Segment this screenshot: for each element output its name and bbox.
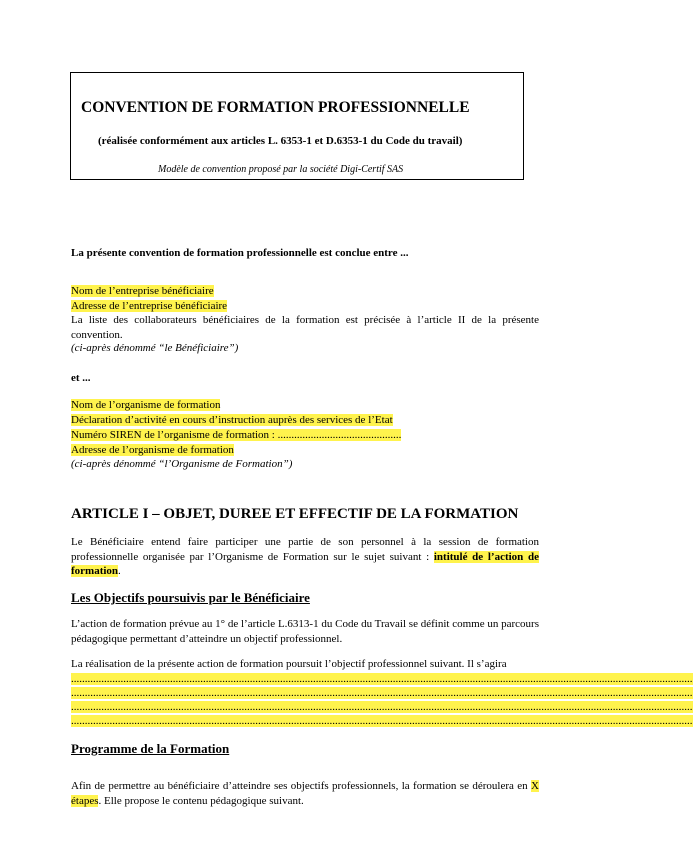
programme-paragraph-text: Afin de permettre au bénéficiaire d’atteindre ses objectifs professionnels, la formation se déroulera en (71, 780, 532, 792)
article-1-paragraph-end: . (118, 565, 121, 577)
objective-line-1 (71, 672, 693, 687)
objective-line-3 (71, 700, 693, 715)
objective-line-4 (71, 714, 693, 729)
organism-name-field: Nom de l’organisme de formation (71, 399, 221, 411)
objective-line-2 (71, 686, 693, 701)
article-1-heading: ARTICLE I – OBJET, DUREE ET EFFECTIF DE LA FORMATION (71, 506, 519, 522)
objective-line-3-field: .................................................................................................................................................................................................................................. (71, 701, 693, 713)
organism-declaration (71, 413, 393, 428)
organism-address-field: Adresse de l’organisme de formation (71, 444, 234, 456)
objectives-paragraph: L’action de formation prévue au 1° de l’article L.6313-1 du Code du Travail se définit comme un parcours pédagogique permettant d’atteindre un objectif professionnel. (71, 618, 539, 645)
realisation-paragraph: La réalisation de la présente action de formation poursuit l’objectif professionnel suivant. Il s’agira (71, 658, 507, 670)
and-text: et ... (71, 372, 91, 384)
programme-heading: Programme de la Formation (71, 741, 230, 756)
beneficiary-name (71, 284, 214, 299)
article-1-paragraph (71, 535, 539, 579)
title-box (70, 72, 524, 180)
objective-line-1-field: .................................................................................................................................................................................................................................. (71, 673, 693, 685)
programme-paragraph (71, 779, 539, 808)
document-title: CONVENTION DE FORMATION PROFESSIONNELLE (81, 99, 470, 116)
organism-declaration-field: Déclaration d’activité en cours d’instruction auprès des services de l’Etat (71, 414, 393, 426)
beneficiary-name-field: Nom de l’entreprise bénéficiaire (71, 285, 214, 297)
beneficiary-address-field: Adresse de l’entreprise bénéficiaire (71, 300, 228, 312)
organism-designation: (ci-après dénommé “l’Organisme de Formation”) (71, 458, 293, 470)
organism-siren-field: Numéro SIREN de l’organisme de formation : ............................................. (71, 429, 402, 441)
document-subtitle: (réalisée conformément aux articles L. 6353-1 et D.6353-1 du Code du travail) (98, 135, 463, 147)
beneficiary-designation: (ci-après dénommé “le Bénéficiaire”) (71, 342, 239, 354)
model-note: Modèle de convention proposé par la société Digi-Certif SAS (158, 164, 404, 175)
organism-address (71, 443, 234, 458)
organism-siren (71, 428, 401, 443)
steps-count-field: X étapes (71, 780, 539, 807)
programme-paragraph-end: . Elle propose le contenu pédagogique suivant. (98, 794, 304, 807)
beneficiary-address (71, 299, 227, 314)
beneficiary-list-text: La liste des collaborateurs bénéficiaires de la formation est précisée à l’article II de la présente convention. (71, 314, 539, 341)
objective-line-2-field: .................................................................................................................................................................................................................................. (71, 687, 693, 699)
training-title-field: intitulé de l’action de formation (71, 550, 539, 577)
objectives-heading: Les Objectifs poursuivis par le Bénéficiaire (71, 590, 310, 605)
intro-text: La présente convention de formation professionnelle est conclue entre ... (71, 247, 409, 259)
organism-name (71, 398, 220, 413)
article-1-paragraph-text: Le Bénéficiaire entend faire participer une partie de son personnel à la session de formation professionnelle organisée par l’Organisme de Formation sur le sujet suivant : (71, 536, 539, 563)
objective-line-4-field: .................................................................................................................................................................................................................................. (71, 715, 693, 727)
